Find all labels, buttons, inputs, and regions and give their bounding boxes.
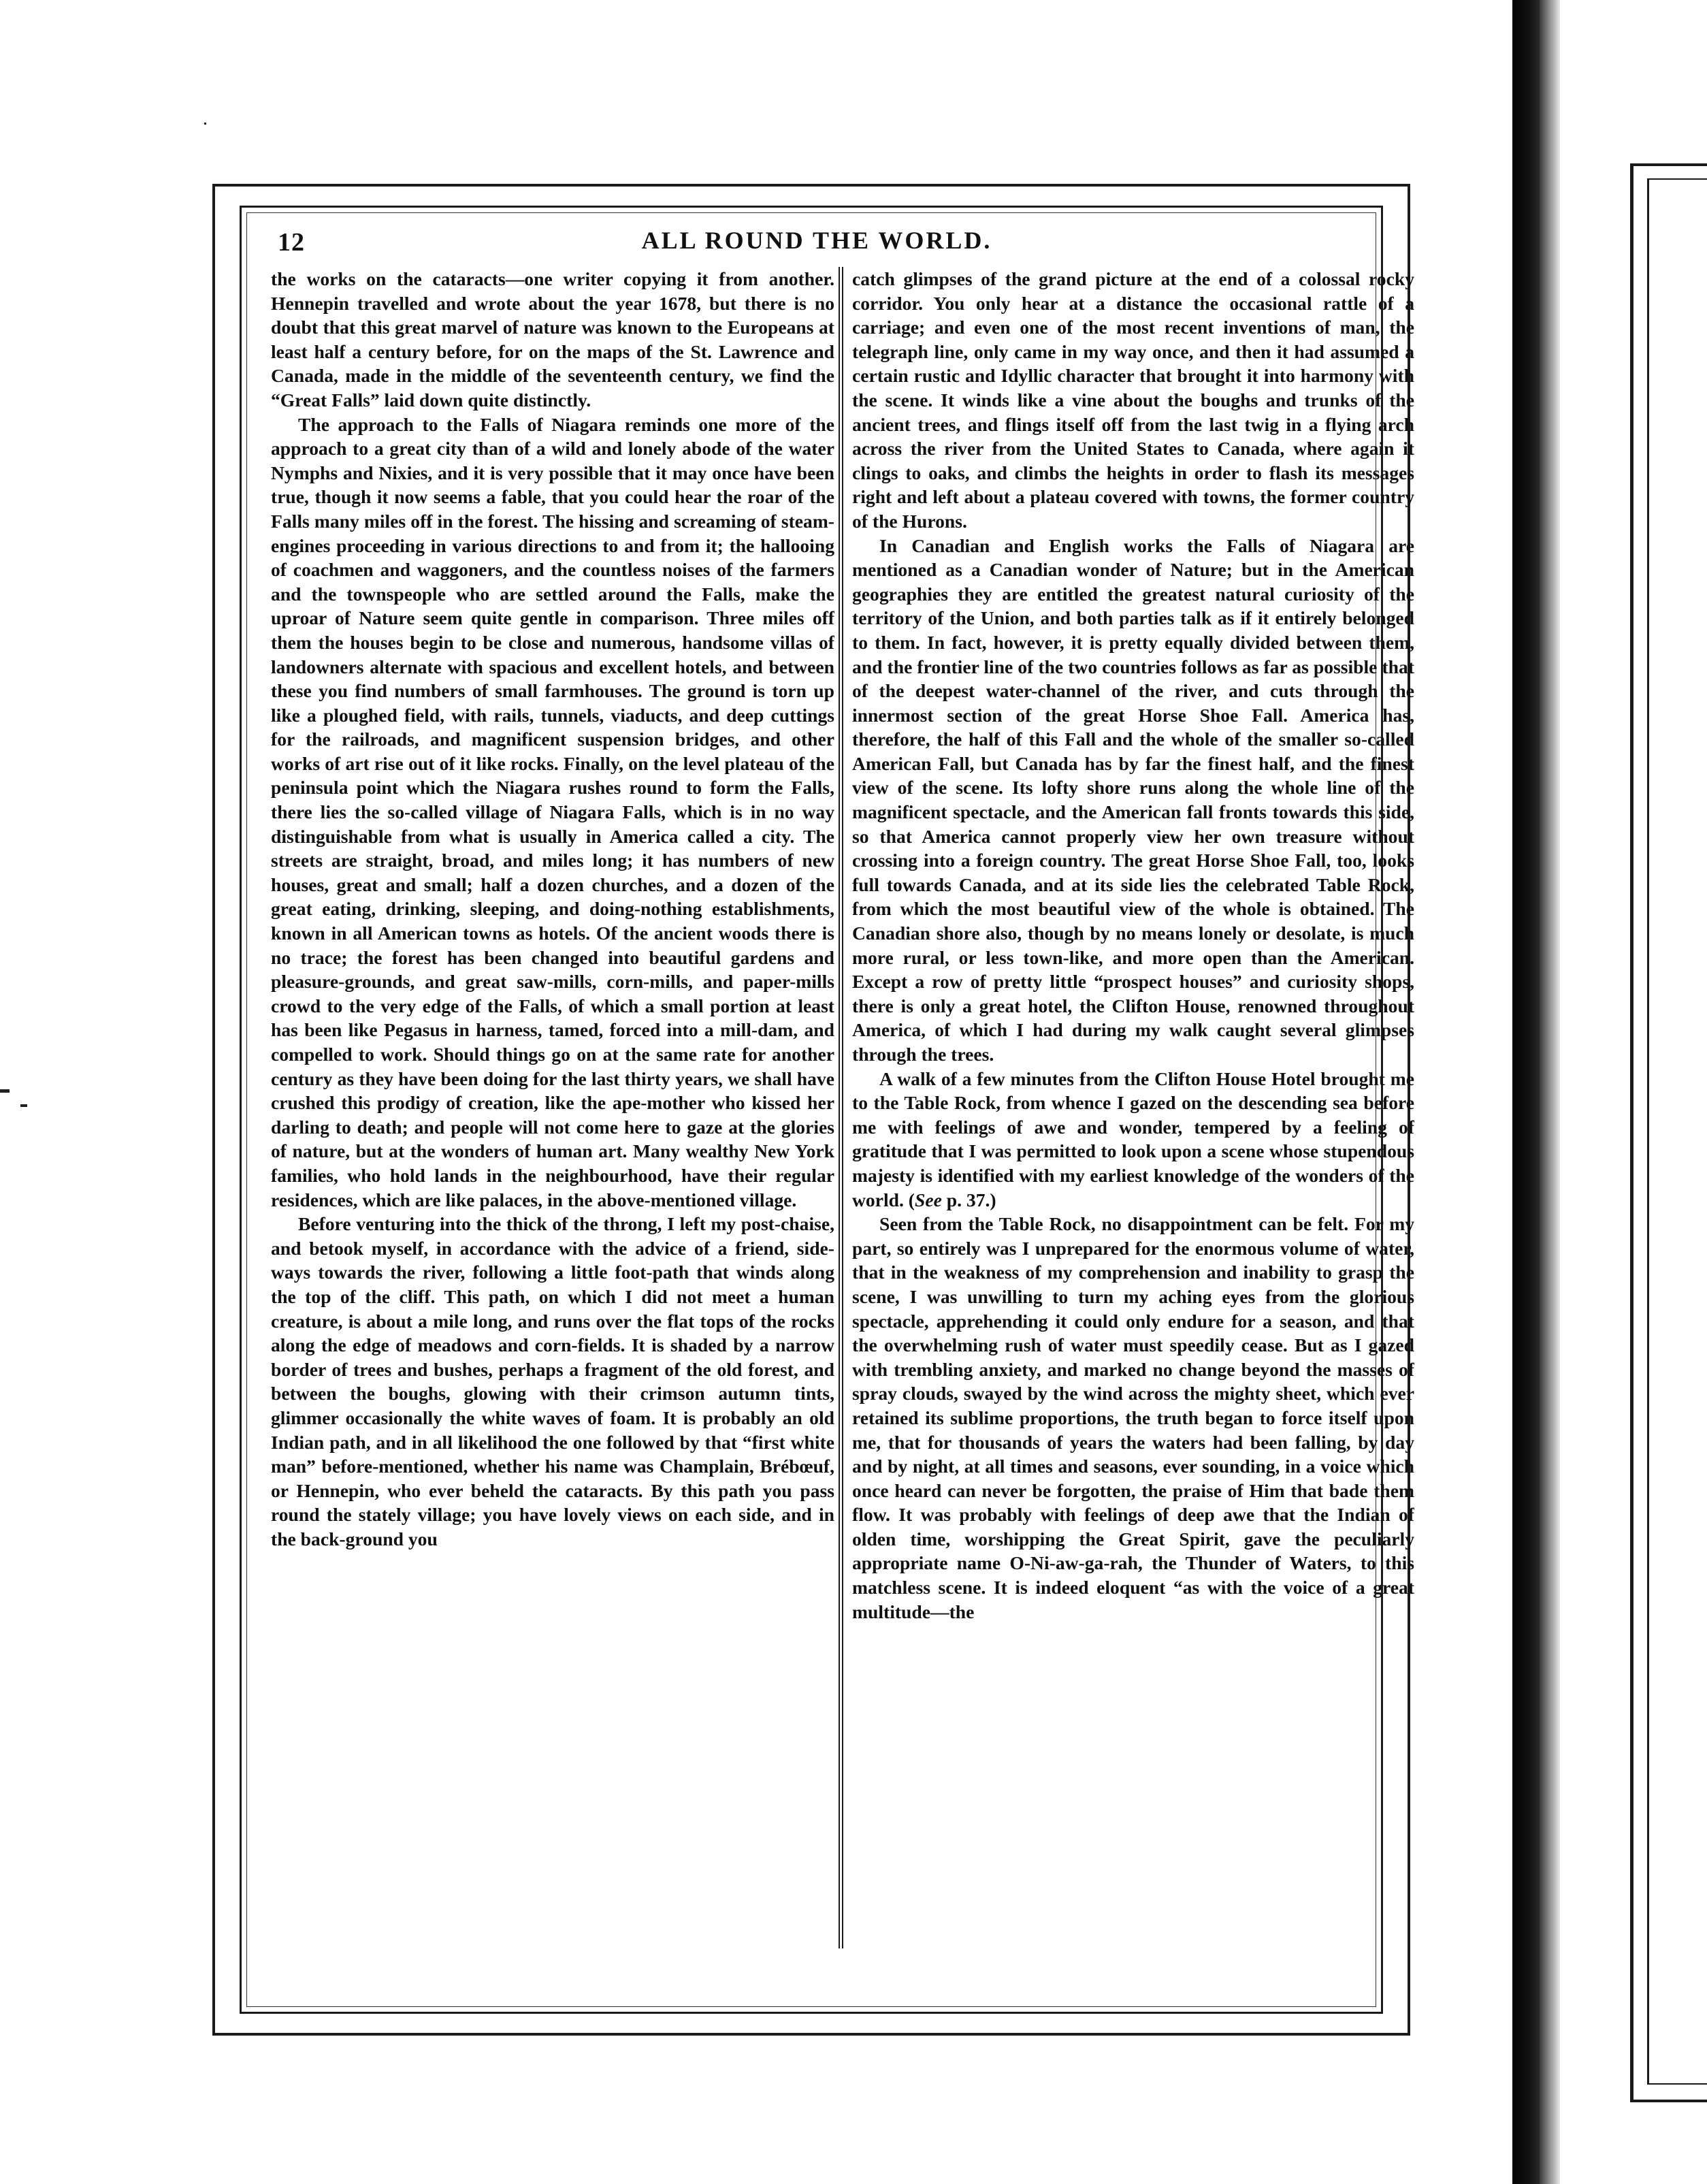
page-number: 12 — [278, 228, 305, 257]
cross-reference-page: p. 37.) — [946, 1189, 996, 1210]
left-column — [271, 267, 834, 1955]
scan-speck — [0, 1089, 10, 1093]
scan-speck — [20, 1104, 27, 1107]
paragraph-text: A walk of a few minutes from the Clifton House Hotel brought me to the Table Rock, from whence I gazed on the descending sea before me with feelings of awe and wonder, tempered by a feeling of gratitude that I was permitted to look upon a scene whose stupendous majesty is identified with my earliest knowledge of the wonders of the world. — [852, 1067, 1414, 1210]
column-divider — [839, 267, 843, 1948]
paragraph: The approach to the Falls of Niagara reminds one more of the approach to a great city than of a wild and lonely abode of the water Nymphs and Nixies, and it is very possible that it may once have been true, though it now seems a fable, that you could hear the roar of the Falls many miles off in the forest. The hissing and screaming of steam-engines proceeding in various directions to and from it; the hallooing of coachmen and waggoners, and the countless noises of the farmers and the townspeople who are settled around the Falls, make the uproar of Nature seem quite gentle in comparison. Three miles off them the houses begin to be close and numerous, handsome villas of landowners alternate with spacious and excellent hotels, and between these you find numbers of small farmhouses. The ground is torn up like a ploughed field, with rails, tunnels, viaducts, and deep cuttings for the railroads, and magnificent suspension bridges, and other works of art rise out of it like rocks. Finally, on the level plateau of the peninsula point which the Niagara rushes round to form the Falls, there lies the so-called village of Niagara Falls, which is in no way distinguishable from what is usually in America called a city. The streets are straight, broad, and miles long; it has numbers of new houses, great and small; half a dozen churches, and a dozen of the great eating, drinking, sleeping, and doing-nothing establishments, known in all American towns as hotels. Of the ancient woods there is no trace; the forest has been changed into beautiful gardens and pleasure-grounds, and great saw-mills, corn-mills, and paper-mills crowd to the very edge of the Falls, of which a small portion at least has been like Pegasus in harness, tamed, forced into a mill-dam, and compelled to work. Should things go on at the same rate for another century as they have been doing for the last thirty years, we shall have crushed this prodigy of creation, like the ape-mother who kissed her darling to death; and people will not come here to gaze at the glories of nature, but at the wonders of human art. Many wealthy New York families, who hold lands in the neighbourhood, have their regular residences, which are like palaces, in the above-mentioned village. — [271, 413, 834, 1210]
facing-page-frame-inner — [1647, 178, 1707, 2085]
right-column — [852, 267, 1414, 1955]
paragraph: Seen from the Table Rock, no disappointment can be felt. For my part, so entirely was I unprepared for the enormous volume of water, that in the weakness of my comprehension and inability to grasp the scene, I was unwilling to turn my aching eyes from the glorious spectacle, apprehending it could only endure for a season, and that the overwhelming rush of water must speedily cease. But as I gazed with trembling anxiety, and marked no change beyond the masses of spray clouds, swayed by the wind across the mighty sheet, which ever retained its sublime proportions, the truth began to force itself upon me, that for thousands of years the waters had been falling, by day and by night, at all times and seasons, ever sounding, in a voice which once heard can never be forgotten, the praise of Him that bade them flow. It was probably with feelings of deep awe that the Indian of olden time, worshipping the Great Spirit, gave the peculiarly appropriate name O-Ni-aw-ga-rah, the Thunder of Waters, to this matchless scene. It is indeed eloquent “as with the voice of a great multitude—the — [852, 1213, 1414, 1622]
page-header — [272, 226, 1361, 260]
paragraph: Before venturing into the thick of the throng, I left my post-chaise, and betook myself, in accordance with the advice of a friend, side-ways towards the river, following a little foot-path that winds along the top of the cliff. This path, on which I did not meet a human creature, is about a mile long, and runs over the flat tops of the rocks along the edge of meadows and corn-fields. It is shaded by a narrow border of trees and bushes, perhaps a fragment of the old forest, and between the boughs, glowing with their crimson autumn tints, glimmer occasionally the white waves of foam. It is probably an old Indian path, and in all likelihood the one followed by that “first white man” before-mentioned, whether his name was Champlain, Brébœuf, or Hennepin, who ever beheld the cataracts. By this path you pass round the stately village; you have lovely views on each side, and in the back-ground you — [271, 1213, 834, 1549]
scanner-shadow — [1512, 0, 1540, 2184]
paragraph: catch glimpses of the grand picture at the end of a colossal rocky corridor. You only hear at a distance the occasional rattle of a carriage; and even one of the most recent inventions of man, the telegraph line, only came in my way once, and then it had assumed a certain rustic and Idyllic character that brought it into harmony with the scene. It winds like a vine about the boughs and trunks of the ancient trees, and flings itself off from the last twig in a flying arch across the river from the United States to Canada, where again it clings to oaks, and climbs the heights in order to flash its messages right and left about a plateau covered with towns, the former country of the Hurons. — [852, 268, 1414, 532]
paragraph: In Canadian and English works the Falls of Niagara are mentioned as a Canadian wonder of Nature; but in the American geographies they are entitled the greatest natural curiosity of the territory of the Union, and both parties talk as if it entirely belonged to them. In fact, however, it is pretty equally divided between them, and the frontier line of the two countries follows as far as possible that of the deepest water-channel of the river, and cuts through the innermost section of the great Horse Shoe Fall. America has, therefore, the half of this Fall and the whole of the smaller so-called American Fall, but Canada has by far the finest half, and the finest view of the scene. Its lofty shore runs along the whole line of the magnificent spectacle, and the American fall fronts towards this side, so that America cannot properly view her own treasure without crossing into a foreign country. The great Horse Shoe Fall, too, looks full towards Canada, and at its side lies the celebrated Table Rock, from which the most beautiful view of the whole is obtained. The Canadian shore also, though by no means lonely or desolate, is much more rural, or less town-like, and more open than the American. Except a row of pretty little “prospect houses” and curiosity shops, there is only a great hotel, the Clifton House, renowned throughout America, of which I had during my walk caught several glimpses through the trees. — [852, 534, 1414, 1065]
paragraph — [852, 1067, 1414, 1213]
binding-gutter — [1540, 0, 1560, 2184]
scan-speck — [204, 123, 206, 125]
paragraph: the works on the cataracts—one writer copying it from another. Hennepin travelled and wrote about the year 1678, but there is no doubt that this great marvel of nature was known to the Europeans at least half a century before, for on the maps of the St. Lawrence and Canada, made in the middle of the seventeenth century, we find the “Great Falls” laid down quite distinctly. — [271, 268, 834, 411]
running-head: ALL ROUND THE WORLD. — [641, 227, 992, 254]
cross-reference-see: See — [915, 1189, 942, 1210]
cross-reference: (See p. 37.) — [908, 1189, 996, 1210]
